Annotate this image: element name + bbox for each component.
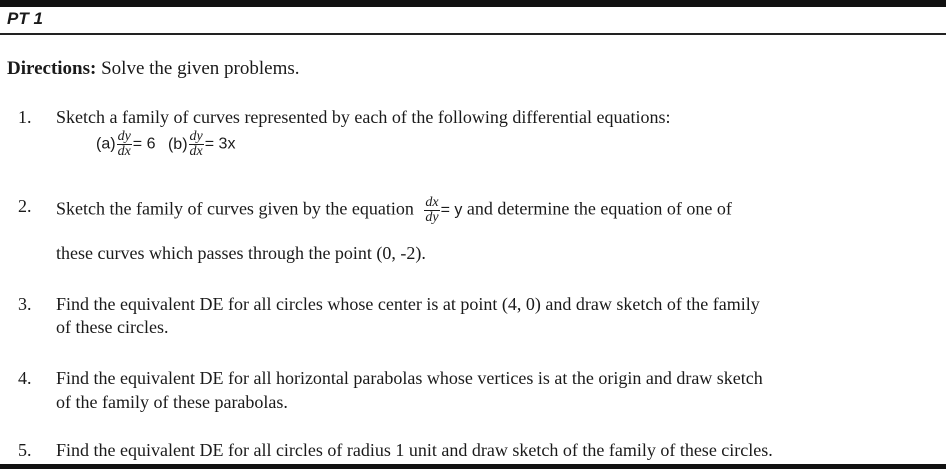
bottom-border (0, 464, 946, 469)
problem-5-number: 5. (18, 440, 32, 460)
problem-1-number: 1. (18, 107, 32, 127)
directions (7, 58, 300, 80)
problem-2-number: 2. (18, 196, 32, 216)
eq-a-label: (a) (96, 135, 116, 153)
eq-b-rhs: = 3x (204, 135, 236, 153)
directions-text: Solve the given problems. (101, 58, 300, 79)
problem-2-text-before: Sketch the family of curves given by the equation (56, 198, 414, 219)
problem-2-text-after: and determine the equation of one of (466, 198, 732, 219)
problem-1-text: Sketch a family of curves represented by each of the following differential equations: (56, 107, 671, 127)
problem-2-numerator: dx (425, 195, 439, 210)
eq-a-denominator: dx (117, 144, 131, 159)
problem-3-line-2: of these circles. (56, 317, 169, 337)
eq-a-fraction (117, 130, 132, 159)
problem-4-line-2: of the family of these parabolas. (56, 392, 288, 412)
problem-2-line-1 (56, 196, 732, 225)
directions-label: Directions: (7, 58, 97, 79)
problem-5-line-1: Find the equivalent DE for all circles of radius 1 unit and draw sketch of the family of these circles. (56, 440, 773, 460)
header-divider (0, 33, 946, 35)
eq-b-fraction (189, 130, 204, 159)
problem-1-equations (96, 130, 235, 159)
eq-a-numerator: dy (117, 129, 131, 144)
problem-2-fraction (424, 196, 439, 225)
problem-2-denominator: dy (425, 210, 439, 225)
problem-2-line-2: these curves which passes through the point (0, -2). (56, 243, 426, 263)
page-header: PT 1 (7, 9, 43, 28)
eq-b-label: (b) (167, 135, 188, 153)
problem-4-line-1: Find the equivalent DE for all horizontal parabolas whose vertices is at the origin and draw sketch (56, 368, 763, 388)
eq-a-rhs: = 6 (132, 135, 156, 153)
problem-3-line-1: Find the equivalent DE for all circles whose center is at point (4, 0) and draw sketch of the family (56, 294, 760, 314)
problem-2-rhs: = y (440, 201, 463, 219)
problem-3-number: 3. (18, 294, 32, 314)
top-border (0, 0, 946, 7)
problem-4-number: 4. (18, 368, 32, 388)
eq-b-numerator: dy (189, 129, 203, 144)
eq-b-denominator: dx (189, 144, 203, 159)
